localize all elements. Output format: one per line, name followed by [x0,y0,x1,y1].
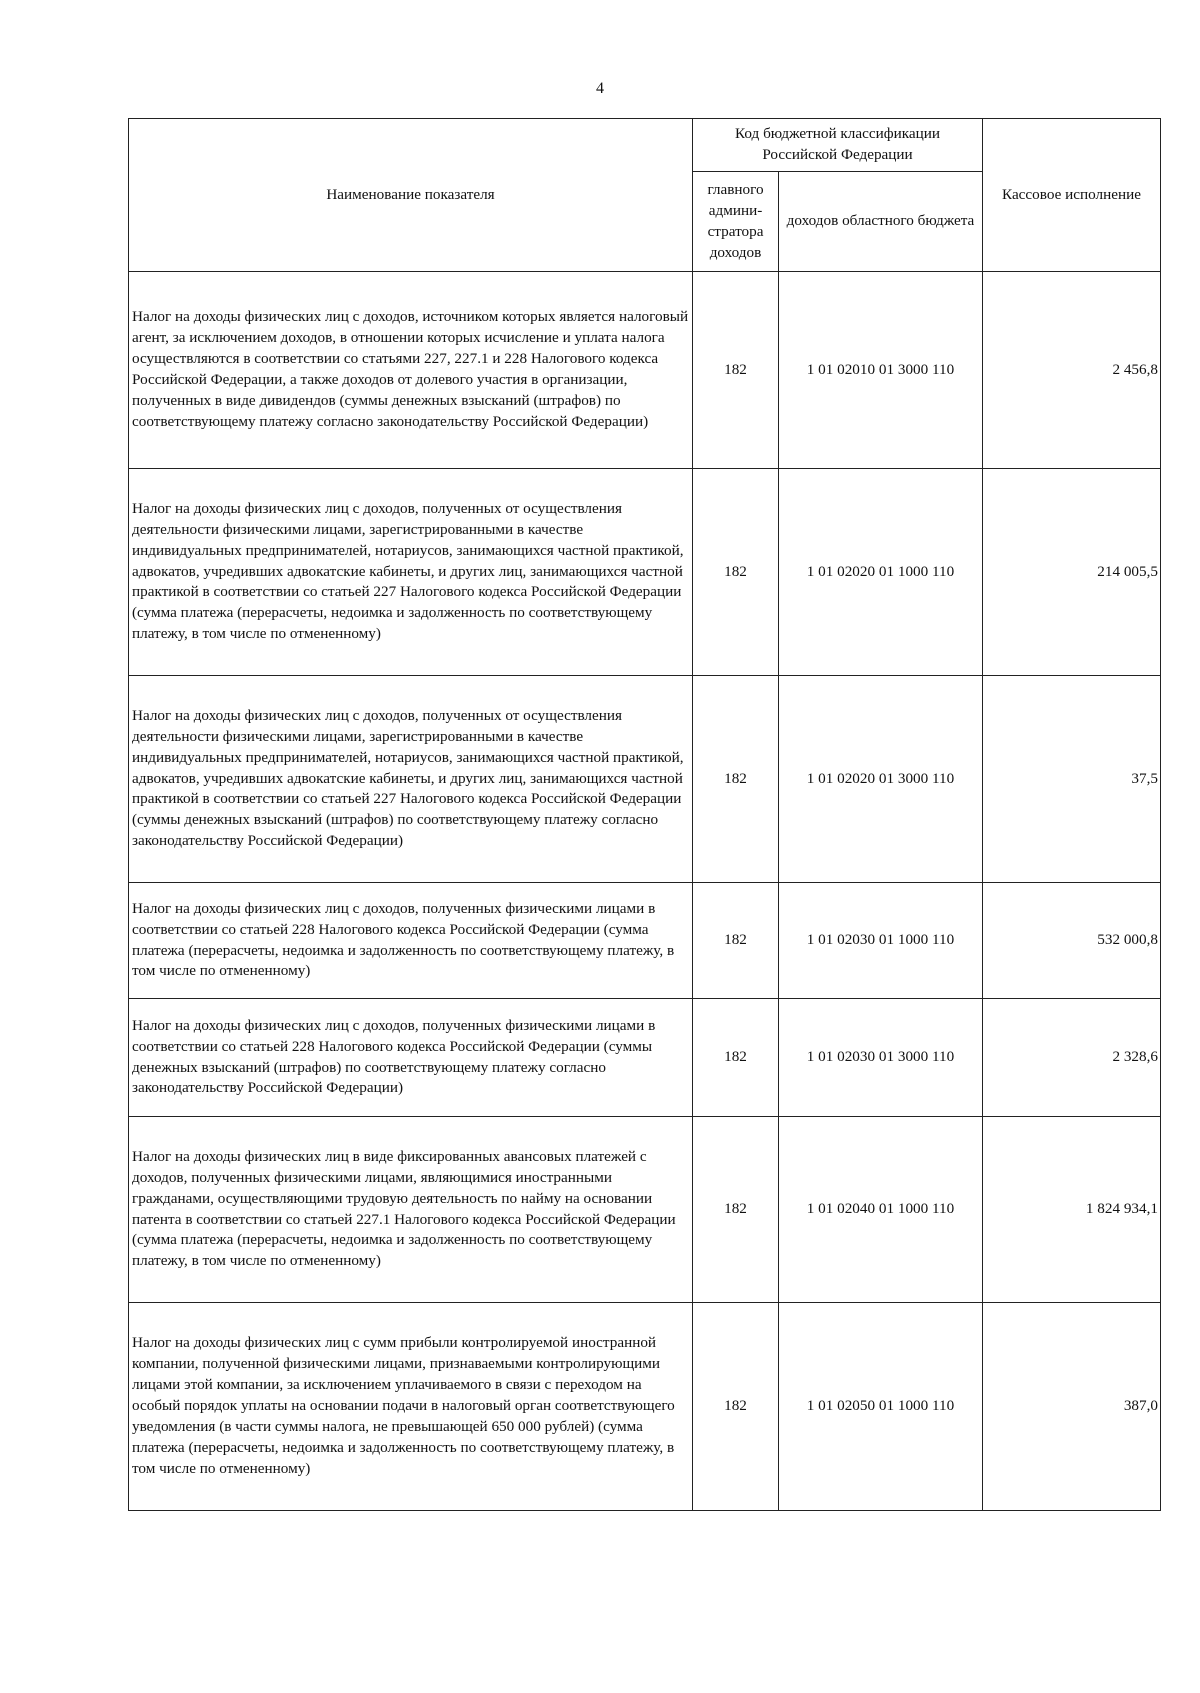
row-amount: 2 456,8 [983,272,1161,469]
row-admin-code: 182 [693,469,779,676]
table-row [129,999,1161,1117]
row-budget-code: 1 01 02040 01 1000 110 [779,1117,983,1303]
table-row [129,1117,1161,1303]
header-admin: главного админи- стратора доходов [693,172,779,272]
header-code: доходов областного бюджета [779,172,983,272]
row-name: Налог на доходы физических лиц с доходов, полученных физическими лицами в соответствии со статьей 228 Налогового кодекса Российской Федерации (сумма платежа (перерасчеты, недоимка и задолженность по соответствующему платежу, в том числе по отмененному) [129,883,693,999]
row-budget-code: 1 01 02050 01 1000 110 [779,1303,983,1511]
budget-execution-table [128,118,1161,1511]
budget-table-container [128,118,1160,1511]
header-amount: Кассовое исполнение [983,119,1161,272]
table-row [129,272,1161,469]
header-budget-code-group: Код бюджетной классификации Российской Федерации [693,119,983,172]
row-name: Налог на доходы физических лиц с доходов, полученных от осуществления деятельности физическими лицами, зарегистрированными в качестве индивидуальных предпринимателей, нотариусов, занимающихся частной практикой, адвокатов, учредивших адвокатские кабинеты, и других лиц, занимающихся частной практикой в соответствии со статьей 227 Налогового кодекса Российской Федерации (суммы денежных взысканий (штрафов) по соответствующему платежу согласно законодательству Российской Федерации) [129,676,693,883]
row-budget-code: 1 01 02020 01 3000 110 [779,676,983,883]
table-body [129,272,1161,1511]
row-amount: 214 005,5 [983,469,1161,676]
row-amount: 532 000,8 [983,883,1161,999]
row-admin-code: 182 [693,1117,779,1303]
row-admin-code: 182 [693,883,779,999]
page-number: 4 [596,80,604,97]
row-name: Налог на доходы физических лиц с доходов, полученных физическими лицами в соответствии со статьей 228 Налогового кодекса Российской Федерации (суммы денежных взысканий (штрафов) по соответствующему платежу согласно законодательству Российской Федерации) [129,999,693,1117]
row-amount: 1 824 934,1 [983,1117,1161,1303]
row-admin-code: 182 [693,999,779,1117]
row-budget-code: 1 01 02020 01 1000 110 [779,469,983,676]
row-name: Налог на доходы физических лиц в виде фиксированных авансовых платежей с доходов, полученных физическими лицами, являющимися иностранными гражданами, осуществляющими трудовую деятельность по найму на основании патента в соответствии со статьей 227.1 Налогового кодекса Российской Федерации (сумма платежа (перерасчеты, недоимка и задолженность по соответствующему платежу, в том числе по отмененному) [129,1117,693,1303]
row-budget-code: 1 01 02030 01 1000 110 [779,883,983,999]
table-row [129,1303,1161,1511]
row-name: Налог на доходы физических лиц с доходов, полученных от осуществления деятельности физическими лицами, зарегистрированными в качестве индивидуальных предпринимателей, нотариусов, занимающихся частной практикой, адвокатов, учредивших адвокатские кабинеты, и других лиц, занимающихся частной практикой в соответствии со статьей 227 Налогового кодекса Российской Федерации (сумма платежа (перерасчеты, недоимка и задолженность по соответствующему платежу, в том числе по отмененному) [129,469,693,676]
row-name: Налог на доходы физических лиц с доходов, источником которых является налоговый агент, за исключением доходов, в отношении которых исчисление и уплата налога осуществляются в соответствии со статьями 227, 227.1 и 228 Налогового кодекса Российской Федерации, а также доходов от долевого участия в организации, полученных в виде дивидендов (суммы денежных взысканий (штрафов) по соответствующему платежу согласно законодательству Российской Федерации) [129,272,693,469]
row-admin-code: 182 [693,272,779,469]
row-name: Налог на доходы физических лиц с сумм прибыли контролируемой иностранной компании, полученной физическими лицами, признаваемыми контролирующими лицами этой компании, за исключением уплачиваемого в связи с переходом на особый порядок уплаты на основании подачи в налоговый орган соответствующего уведомления (в части суммы налога, не превышающей 650 000 рублей) (сумма платежа (перерасчеты, недоимка и задолженность по соответствующему платежу, в том числе по отмененному) [129,1303,693,1511]
row-admin-code: 182 [693,676,779,883]
table-row [129,469,1161,676]
row-amount: 37,5 [983,676,1161,883]
table-header [129,119,1161,272]
table-row [129,883,1161,999]
row-admin-code: 182 [693,1303,779,1511]
header-name: Наименование показателя [129,119,693,272]
row-amount: 2 328,6 [983,999,1161,1117]
table-row [129,676,1161,883]
row-budget-code: 1 01 02030 01 3000 110 [779,999,983,1117]
row-budget-code: 1 01 02010 01 3000 110 [779,272,983,469]
row-amount: 387,0 [983,1303,1161,1511]
